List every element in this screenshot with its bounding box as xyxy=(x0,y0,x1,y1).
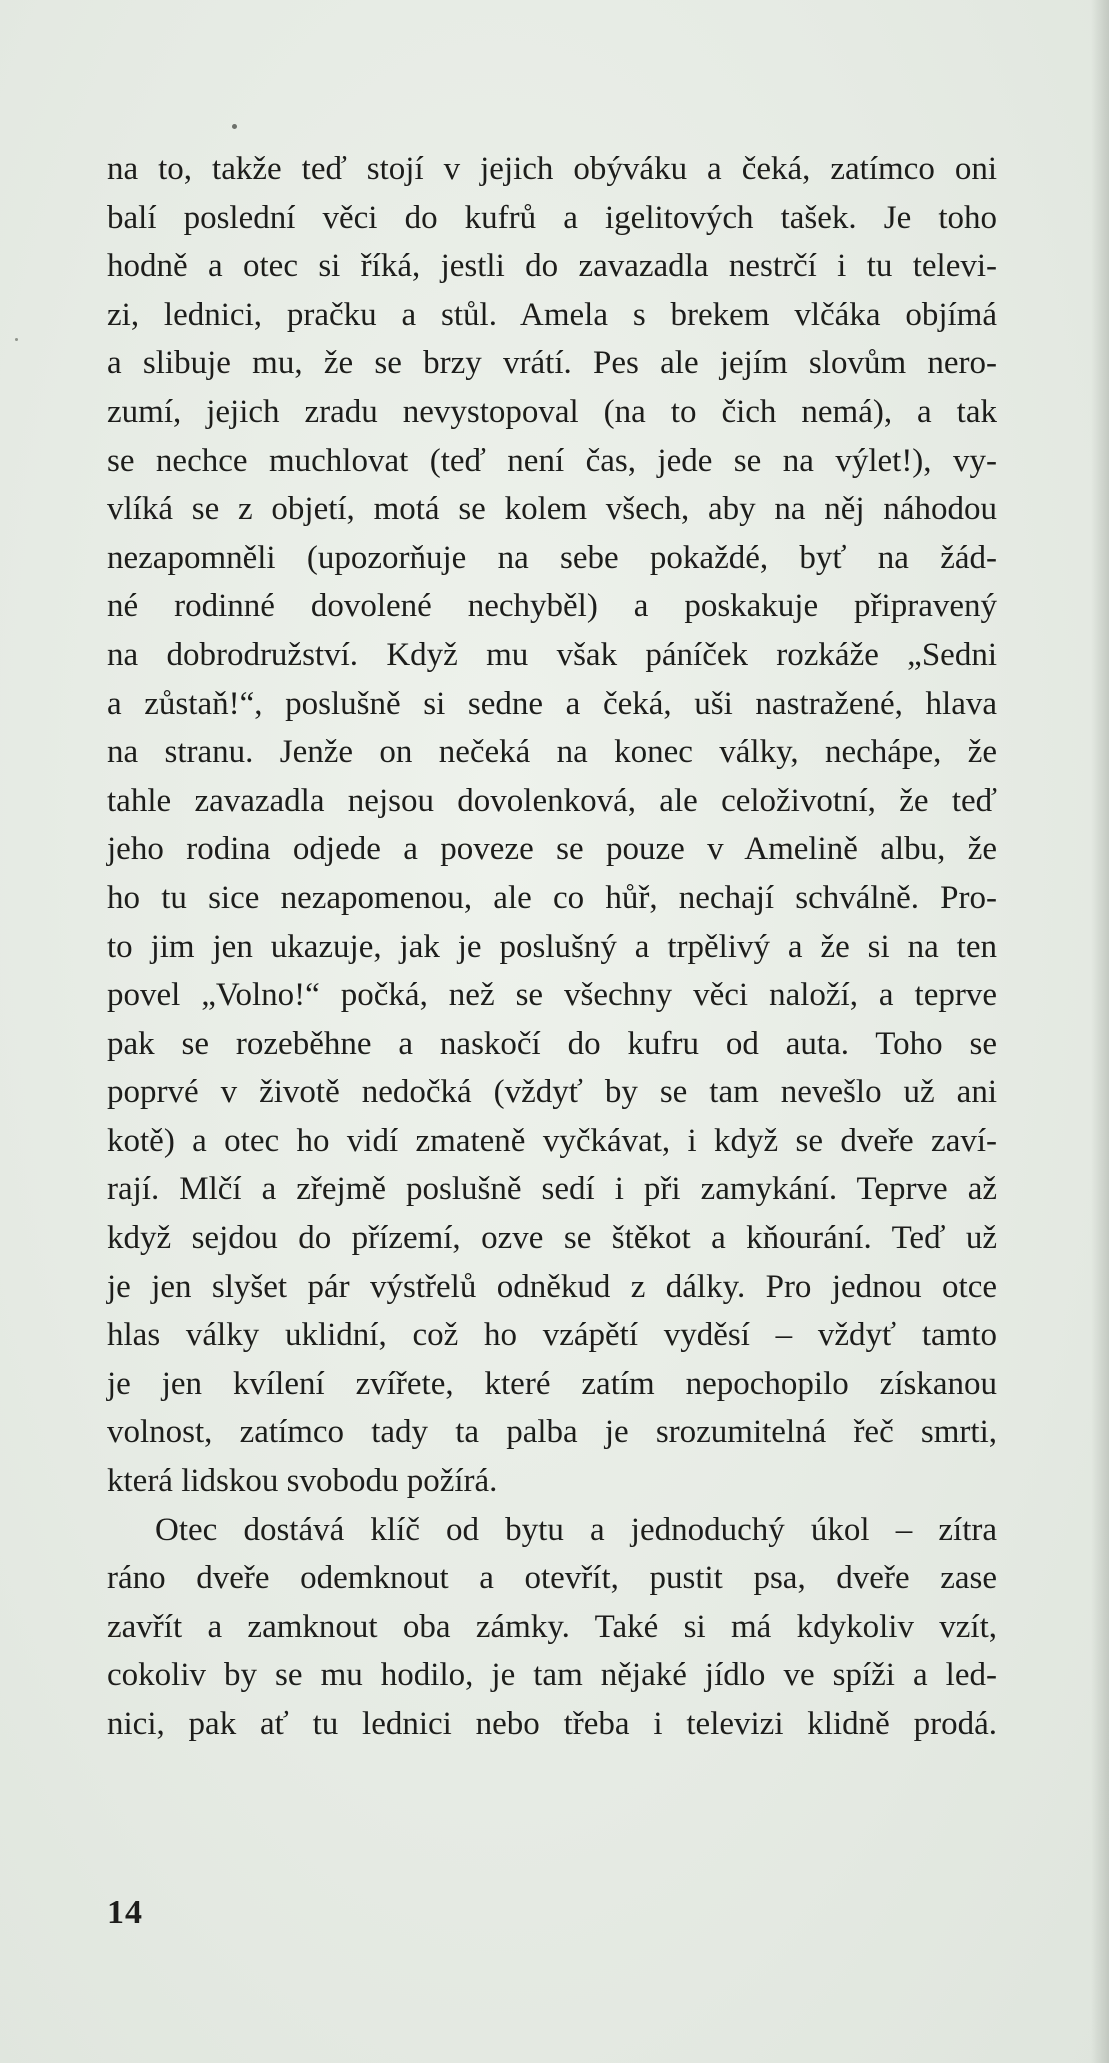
text-line: hodně a otec si říká, jestli do zavazadla nestrčí i tu televi- xyxy=(107,248,997,285)
text-line: zi, lednici, pračku a stůl. Amela s brekem vlčáka objímá xyxy=(107,296,997,333)
text-line: a zůstaň!“, poslušně si sedne a čeká, uši nastražené, hlava xyxy=(107,685,997,722)
text-line: rají. Mlčí a zřejmě poslušně sedí i při zamykání. Teprve až xyxy=(107,1171,997,1208)
text-line: ho tu sice nezapomenou, ale co hůř, nechají schválně. Pro- xyxy=(107,879,997,916)
print-speck xyxy=(232,124,237,129)
page-edge-shadow xyxy=(1091,0,1109,2063)
text-line: nezapomněli (upozorňuje na sebe pokaždé, byť na žád- xyxy=(107,539,997,576)
text-line: cokoliv by se mu hodilo, je tam nějaké jídlo ve spíži a led- xyxy=(107,1657,997,1694)
text-line: je jen kvílení zvířete, které zatím nepochopilo získanou xyxy=(107,1365,997,1402)
paragraph xyxy=(107,1506,997,1749)
text-line: poprvé v životě nedočká (vždyť by se tam nevešlo už ani xyxy=(107,1074,997,1111)
text-line: kotě) a otec ho vidí zmateně vyčkávat, i když se dveře zaví- xyxy=(107,1122,997,1159)
text-line: na dobrodružství. Když mu však páníček rozkáže „Sedni xyxy=(107,636,997,673)
text-line: která lidskou svobodu požírá. xyxy=(107,1463,498,1500)
text-line: když sejdou do přízemí, ozve se štěkot a kňourání. Teď už xyxy=(107,1220,997,1257)
text-line: ráno dveře odemknout a otevřít, pustit psa, dveře zase xyxy=(107,1560,997,1597)
text-line: se nechce muchlovat (teď není čas, jede se na výlet!), vy- xyxy=(107,442,997,479)
text-line: na stranu. Jenže on nečeká na konec války, nechápe, že xyxy=(107,734,997,771)
page-number: 14 xyxy=(107,1894,143,1931)
text-line: tahle zavazadla nejsou dovolenková, ale celoživotní, že teď xyxy=(107,782,997,819)
text-line: zavřít a zamknout oba zámky. Také si má kdykoliv vzít, xyxy=(107,1608,997,1645)
print-speck xyxy=(15,338,18,341)
text-line: volnost, zatímco tady ta palba je srozumitelná řeč smrti, xyxy=(107,1414,997,1451)
paragraph xyxy=(107,145,997,1506)
text-line: nici, pak ať tu lednici nebo třeba i televizi klidně prodá. xyxy=(107,1706,997,1742)
text-line: vlíká se z objetí, motá se kolem všech, aby na něj náhodou xyxy=(107,491,997,528)
text-line: jeho rodina odjede a poveze se pouze v Amelině albu, že xyxy=(107,831,997,868)
text-line: je jen slyšet pár výstřelů odněkud z dálky. Pro jednou otce xyxy=(107,1268,997,1305)
text-line: balí poslední věci do kufrů a igelitových tašek. Je toho xyxy=(107,199,997,236)
text-line: né rodinné dovolené nechyběl) a poskakuje připravený xyxy=(107,588,997,625)
text-line: hlas války uklidní, což ho vzápětí vyděsí – vždyť tamto xyxy=(107,1317,997,1354)
text-line: a slibuje mu, že se brzy vrátí. Pes ale jejím slovům nero- xyxy=(107,345,997,382)
text-line: zumí, jejich zradu nevystopoval (na to čich nemá), a tak xyxy=(107,393,997,430)
text-line: na to, takže teď stojí v jejich obýváku a čeká, zatímco oni xyxy=(107,151,997,187)
text-line: Otec dostává klíč od bytu a jednoduchý úkol – zítra xyxy=(155,1511,997,1548)
text-line: pak se rozeběhne a naskočí do kufru od auta. Toho se xyxy=(107,1025,997,1062)
body-text xyxy=(107,145,997,1749)
text-line: povel „Volno!“ počká, než se všechny věci naloží, a teprve xyxy=(107,977,997,1014)
text-line: to jim jen ukazuje, jak je poslušný a trpělivý a že si na ten xyxy=(107,928,997,965)
